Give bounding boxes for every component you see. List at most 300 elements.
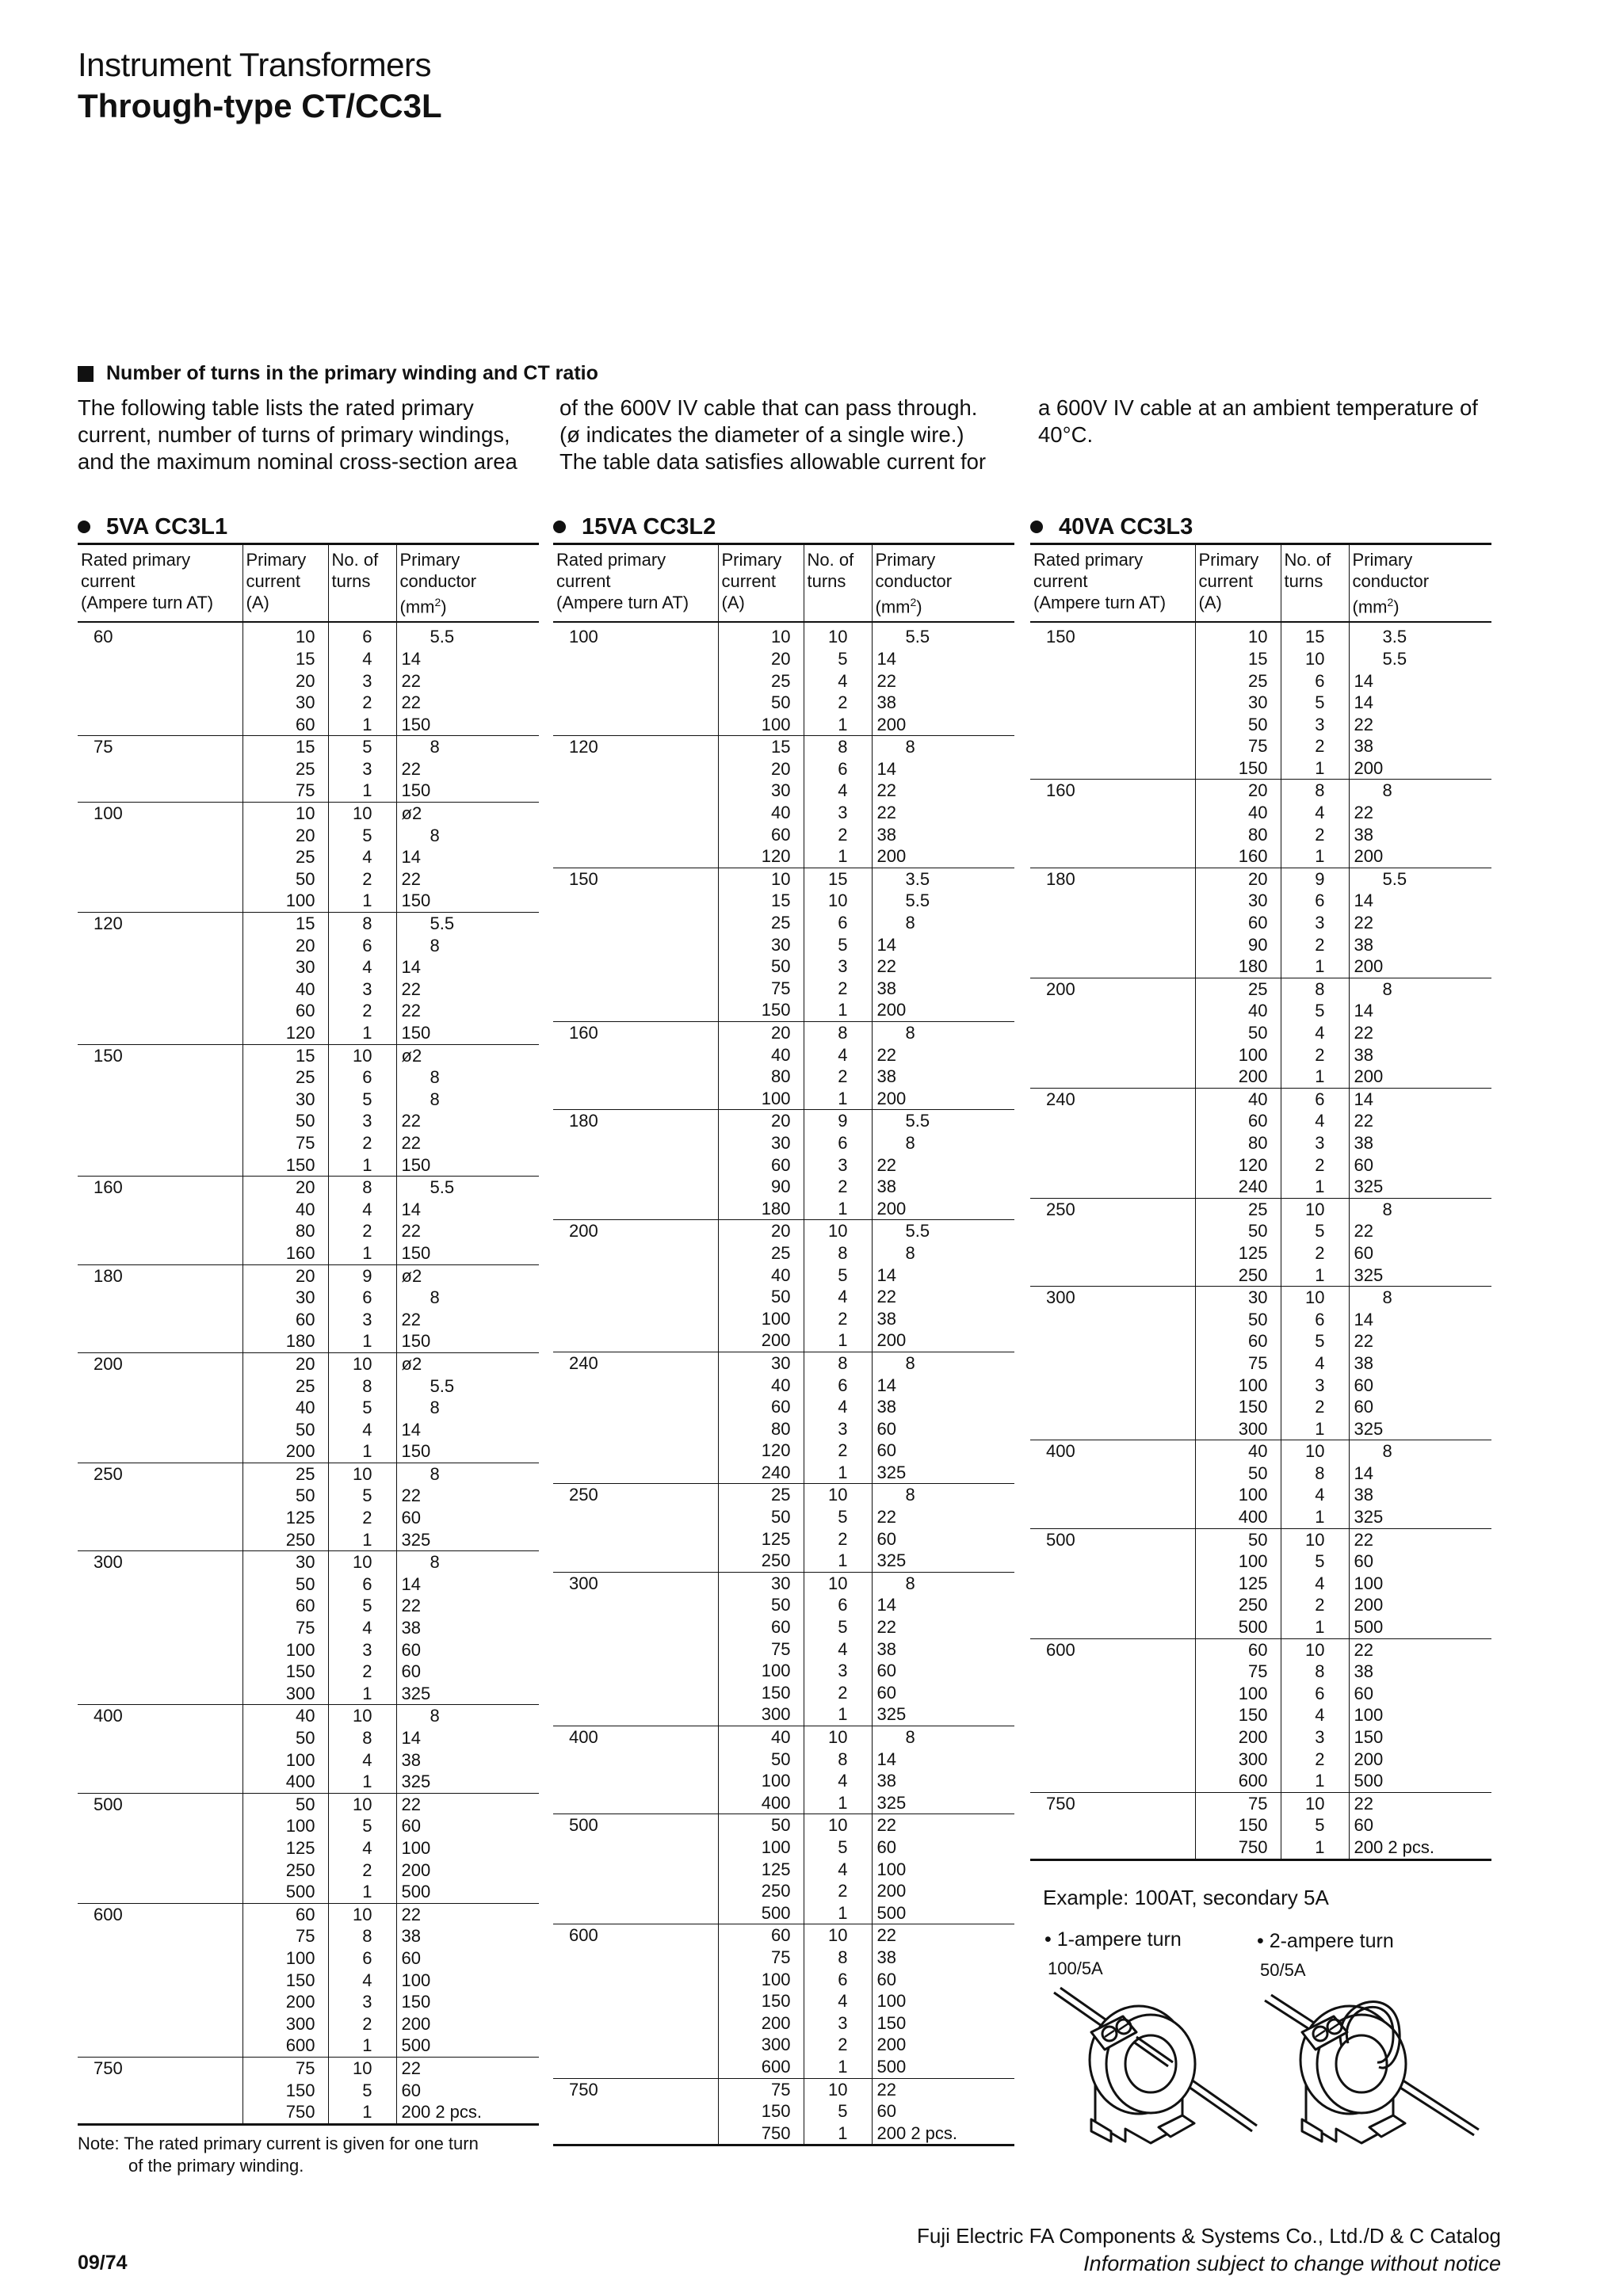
table-row: [553, 1792, 1014, 1814]
rated-current-cell: 600: [1030, 1638, 1195, 1661]
conductor-cell: 500: [1349, 1616, 1491, 1638]
turns-cell: 1: [328, 1242, 396, 1264]
table-row: [553, 2034, 1014, 2056]
table-row: [553, 1440, 1014, 1462]
turns-cell: 6: [804, 1375, 872, 1397]
turns-cell: 1: [804, 1329, 872, 1352]
primary-current-cell: 60: [718, 824, 804, 846]
turns-cell: 2: [1281, 1044, 1349, 1066]
conductor-cell: 14: [396, 1727, 539, 1749]
primary-current-cell: 150: [242, 1154, 328, 1177]
intro-col-2: [559, 395, 986, 475]
rated-current-cell: 160: [553, 1022, 718, 1044]
table-row: [553, 955, 1014, 978]
column-header-line: Rated primary: [1033, 550, 1144, 570]
rated-current-cell: [78, 2080, 242, 2102]
table-row: [1030, 1154, 1491, 1177]
primary-current-cell: 30: [242, 956, 328, 978]
table-row: [78, 1639, 539, 1661]
rated-current-cell: 200: [1030, 978, 1195, 1000]
conductor-cell: 325: [1349, 1176, 1491, 1198]
column-header-line: $(mm^2)$: [1352, 596, 1400, 617]
rated-current-cell: [78, 670, 242, 692]
table-row: [78, 1903, 539, 1925]
conductor-cell: 22: [396, 692, 539, 714]
conductor-cell: 14: [872, 1264, 1014, 1287]
turns-cell: 15: [1281, 622, 1349, 648]
primary-current-cell: 150: [718, 2100, 804, 2122]
turns-cell: 5: [1281, 1330, 1349, 1352]
primary-current-cell: 100: [718, 714, 804, 736]
table-row: [1030, 1638, 1491, 1661]
table-row: [78, 2057, 539, 2079]
conductor-cell: 60: [1349, 1814, 1491, 1836]
rated-current-cell: [78, 1837, 242, 1859]
table-row: [1030, 1110, 1491, 1132]
turns-cell: 1: [328, 1154, 396, 1177]
conductor-cell: 8: [872, 912, 1014, 934]
primary-current-cell: 30: [1195, 692, 1281, 714]
primary-current-cell: 15: [718, 736, 804, 758]
table-row: [78, 1044, 539, 1066]
table-row: [78, 1529, 539, 1551]
table-row: [1030, 912, 1491, 934]
rated-current-cell: [553, 955, 718, 978]
conductor-cell: 8: [1349, 1198, 1491, 1220]
conductor-cell: 5.5: [396, 622, 539, 648]
turns-cell: 10: [1281, 1792, 1349, 1814]
conductor-cell: 22: [872, 1616, 1014, 1638]
turns-cell: 1: [804, 845, 872, 868]
rated-current-cell: [553, 2100, 718, 2122]
conductor-cell: 38: [872, 1308, 1014, 1330]
conductor-cell: 22: [1349, 1528, 1491, 1550]
turns-cell: 9: [1281, 868, 1349, 890]
turns-cell: 10: [328, 2057, 396, 2079]
rated-current-cell: [1030, 1375, 1195, 1397]
primary-current-cell: 240: [718, 1462, 804, 1484]
rated-current-cell: [1030, 1110, 1195, 1132]
rated-current-cell: [78, 2013, 242, 2035]
turns-table: [78, 543, 539, 2126]
rated-current-cell: [78, 1154, 242, 1177]
rated-current-cell: [553, 1594, 718, 1616]
rated-current-cell: [1030, 648, 1195, 670]
conductor-cell: 3.5: [1349, 622, 1491, 648]
rated-current-cell: 160: [78, 1177, 242, 1199]
turns-cell: 3: [804, 802, 872, 824]
turns-cell: 3: [328, 1110, 396, 1132]
primary-current-cell: 100: [718, 1088, 804, 1110]
conductor-cell: 22: [1349, 1110, 1491, 1132]
table-row: [78, 1177, 539, 1199]
turns-cell: 6: [804, 1594, 872, 1616]
primary-current-cell: 250: [718, 1550, 804, 1572]
primary-current-cell: 30: [1195, 1287, 1281, 1309]
turns-cell: 1: [804, 1462, 872, 1484]
turns-cell: 1: [1281, 1616, 1349, 1638]
primary-current-cell: 250: [1195, 1264, 1281, 1287]
table-row: [78, 1485, 539, 1507]
turns-cell: 5: [804, 1616, 872, 1638]
table-row: [553, 978, 1014, 1000]
turns-cell: 4: [328, 846, 396, 868]
primary-current-cell: 125: [242, 1507, 328, 1529]
table-row: [553, 1044, 1014, 1066]
turns-cell: 1: [328, 780, 396, 802]
rated-current-cell: [78, 648, 242, 670]
conductor-cell: 14: [872, 1594, 1014, 1616]
rated-current-cell: [553, 2122, 718, 2145]
table-row: [553, 1375, 1014, 1397]
conductor-cell: 150: [396, 1154, 539, 1177]
turns-cell: 4: [1281, 1484, 1349, 1506]
rated-current-cell: [553, 1550, 718, 1572]
table-row: [553, 2012, 1014, 2035]
column-header-turns: [328, 544, 396, 623]
turns-cell: 2: [1281, 1396, 1349, 1418]
column-header-line: turns: [1284, 571, 1323, 591]
turns-cell: 10: [804, 1220, 872, 1242]
primary-current-cell: 25: [242, 758, 328, 780]
table-row: [553, 648, 1014, 670]
table-row: [78, 1595, 539, 1617]
primary-current-cell: 300: [718, 1703, 804, 1726]
conductor-cell: 500: [1349, 1770, 1491, 1792]
rated-current-cell: [78, 1947, 242, 1970]
conductor-cell: 60: [1349, 1683, 1491, 1705]
primary-current-cell: 10: [242, 803, 328, 825]
turns-cell: 4: [804, 1770, 872, 1792]
turns-cell: 10: [804, 2078, 872, 2100]
conductor-cell: 22: [872, 955, 1014, 978]
conductor-cell: 14: [396, 1419, 539, 1441]
conductor-cell: 325: [872, 1462, 1014, 1484]
rated-current-cell: [553, 1198, 718, 1220]
conductor-cell: 5.5: [872, 1220, 1014, 1242]
column-header-line: (A): [246, 593, 269, 612]
rated-current-cell: [78, 1970, 242, 1992]
table-row: [1030, 714, 1491, 736]
primary-current-cell: 150: [1195, 1396, 1281, 1418]
rated-current-cell: 250: [1030, 1198, 1195, 1220]
example-one-turn-label: • 1-ampere turn: [1044, 1928, 1182, 1951]
table-row: [78, 913, 539, 935]
rated-current-cell: 300: [553, 1572, 718, 1594]
table-row: [553, 736, 1014, 758]
turns-cell: 10: [804, 622, 872, 648]
conductor-cell: 5.5: [1349, 648, 1491, 670]
table-row: [553, 1462, 1014, 1484]
turns-cell: 2: [328, 1859, 396, 1882]
table-row: [553, 2078, 1014, 2100]
primary-current-cell: 20: [242, 935, 328, 957]
column-header-line: No. of: [807, 550, 854, 570]
turns-cell: 4: [328, 648, 396, 670]
table-row: [553, 2056, 1014, 2078]
rated-current-cell: [78, 1440, 242, 1463]
primary-current-cell: 150: [718, 999, 804, 1021]
conductor-cell: 8: [396, 825, 539, 847]
conductor-cell: 100: [872, 1859, 1014, 1881]
turns-cell: 1: [1281, 1770, 1349, 1792]
table-row: [78, 1727, 539, 1749]
primary-current-cell: 50: [242, 868, 328, 891]
table-row: [78, 1066, 539, 1089]
table-row: [78, 2013, 539, 2035]
conductor-cell: 22: [872, 670, 1014, 692]
conductor-cell: 100: [1349, 1573, 1491, 1595]
intro-col-3: [1038, 395, 1478, 448]
conductor-cell: 8: [872, 1022, 1014, 1044]
table-row: [78, 1507, 539, 1529]
column-header-line: turns: [807, 571, 846, 591]
primary-current-cell: 100: [242, 1947, 328, 1970]
table-row: [78, 758, 539, 780]
turns-cell: 2: [804, 978, 872, 1000]
conductor-cell: 200: [872, 1198, 1014, 1220]
column-header-line: current: [556, 571, 611, 591]
conductor-cell: 22: [1349, 1022, 1491, 1044]
table-row: [78, 1154, 539, 1177]
primary-current-cell: 400: [1195, 1506, 1281, 1528]
primary-current-cell: 300: [242, 2013, 328, 2035]
conductor-cell: 8: [872, 1484, 1014, 1506]
conductor-cell: 200 2 pcs.: [396, 2101, 539, 2124]
table-row: [78, 1440, 539, 1463]
primary-current-cell: 30: [718, 1352, 804, 1374]
table-row: [78, 2035, 539, 2057]
primary-current-cell: 250: [718, 1880, 804, 1902]
conductor-cell: 22: [396, 758, 539, 780]
conductor-cell: 60: [872, 1682, 1014, 1704]
turns-cell: 9: [804, 1110, 872, 1132]
primary-current-cell: 80: [1195, 1132, 1281, 1154]
table-row: [553, 1924, 1014, 1947]
rated-current-cell: [553, 648, 718, 670]
table-row: [78, 956, 539, 978]
primary-current-cell: 75: [1195, 1661, 1281, 1683]
rated-current-cell: 750: [1030, 1792, 1195, 1814]
primary-current-cell: 50: [1195, 1022, 1281, 1044]
conductor-cell: 14: [1349, 1463, 1491, 1485]
turns-cell: 10: [804, 1814, 872, 1836]
table-row: [553, 1198, 1014, 1220]
primary-current-cell: 40: [718, 1264, 804, 1287]
table-row: [1030, 1726, 1491, 1749]
primary-current-cell: 125: [718, 1528, 804, 1550]
conductor-cell: 14: [872, 1749, 1014, 1771]
turns-cell: 1: [1281, 1506, 1349, 1528]
table-row: [78, 1089, 539, 1111]
turns-cell: 10: [1281, 1638, 1349, 1661]
primary-current-cell: 50: [1195, 1220, 1281, 1242]
primary-current-cell: 40: [1195, 802, 1281, 824]
turns-cell: 8: [1281, 1661, 1349, 1683]
primary-current-cell: 300: [1195, 1749, 1281, 1771]
conductor-cell: 200: [1349, 955, 1491, 978]
rated-current-cell: [553, 1176, 718, 1198]
primary-current-cell: 300: [1195, 1418, 1281, 1440]
rated-current-cell: [78, 868, 242, 891]
conductor-cell: 200: [1349, 757, 1491, 780]
conductor-cell: 38: [1349, 1132, 1491, 1154]
rated-current-cell: [78, 1419, 242, 1441]
table-row: [1030, 1396, 1491, 1418]
primary-current-cell: 150: [1195, 1704, 1281, 1726]
turns-cell: 1: [1281, 845, 1349, 868]
rated-current-cell: [78, 714, 242, 736]
table-row: [1030, 1550, 1491, 1573]
primary-current-cell: 20: [1195, 868, 1281, 890]
conductor-cell: 325: [872, 1703, 1014, 1726]
conductor-cell: 14: [872, 758, 1014, 780]
turns-cell: 2: [804, 824, 872, 846]
intro-line: and the maximum nominal cross-section area: [78, 449, 517, 474]
turns-cell: 4: [328, 1617, 396, 1639]
turns-cell: 2: [1281, 1749, 1349, 1771]
table-row: [553, 1264, 1014, 1287]
turns-cell: 8: [804, 1352, 872, 1374]
bullet-icon: [78, 521, 90, 533]
rated-current-cell: 300: [1030, 1287, 1195, 1309]
conductor-cell: 22: [1349, 1792, 1491, 1814]
rated-current-cell: [553, 1462, 718, 1484]
table-row: [553, 2122, 1014, 2145]
conductor-cell: 22: [1349, 714, 1491, 736]
conductor-cell: 150: [396, 1440, 539, 1463]
table-row: [78, 1000, 539, 1022]
primary-current-cell: 60: [242, 1309, 328, 1331]
rated-current-cell: [78, 1727, 242, 1749]
conductor-cell: 100: [1349, 1704, 1491, 1726]
primary-current-cell: 125: [1195, 1573, 1281, 1595]
rated-current-cell: [78, 1089, 242, 1111]
table-row: [78, 935, 539, 957]
rated-current-cell: [1030, 1418, 1195, 1440]
table-row: [78, 890, 539, 912]
primary-current-cell: 50: [718, 1749, 804, 1771]
primary-current-cell: 100: [242, 1815, 328, 1837]
primary-current-cell: 60: [242, 1595, 328, 1617]
rated-current-cell: [553, 2056, 718, 2078]
conductor-cell: 14: [1349, 890, 1491, 912]
table-row: [553, 1902, 1014, 1924]
turns-cell: 1: [1281, 1836, 1349, 1859]
column-header-line: current: [1033, 571, 1088, 591]
primary-current-cell: 120: [242, 1022, 328, 1044]
conductor-cell: 150: [396, 1991, 539, 2013]
rated-current-cell: 60: [94, 627, 113, 647]
rated-current-cell: [78, 1529, 242, 1551]
primary-current-cell: 30: [242, 1089, 328, 1111]
table-row: [1030, 802, 1491, 824]
rated-current-cell: [1030, 1814, 1195, 1836]
rated-current-cell: [1030, 735, 1195, 757]
table-row: [78, 622, 539, 648]
turns-cell: 4: [1281, 1573, 1349, 1595]
rated-current-cell: 120: [78, 913, 242, 935]
primary-current-cell: 60: [242, 714, 328, 736]
conductor-cell: 22: [872, 1814, 1014, 1836]
conductor-cell: 14: [396, 648, 539, 670]
conductor-cell: 150: [872, 2012, 1014, 2035]
turns-cell: 3: [328, 758, 396, 780]
conductor-cell: 5.5: [872, 1110, 1014, 1132]
turns-cell: 2: [804, 1176, 872, 1198]
rated-current-cell: [553, 1375, 718, 1397]
conductor-cell: 8: [1349, 780, 1491, 802]
turns-cell: 6: [804, 912, 872, 934]
intro-col-1: [78, 395, 517, 475]
conductor-cell: 200: [1349, 1594, 1491, 1616]
turns-cell: 1: [1281, 1176, 1349, 1198]
turns-cell: 8: [328, 1727, 396, 1749]
rated-current-cell: [553, 1638, 718, 1661]
primary-current-cell: 75: [718, 1638, 804, 1661]
conductor-cell: 38: [396, 1749, 539, 1772]
turns-cell: 4: [804, 1859, 872, 1881]
conductor-cell: 60: [872, 1836, 1014, 1859]
primary-current-cell: 75: [242, 1132, 328, 1154]
table-row: [1030, 622, 1491, 648]
turns-table: [1030, 543, 1491, 1861]
table-row: [553, 1859, 1014, 1881]
table-row: [78, 868, 539, 891]
rated-current-cell: [1030, 1242, 1195, 1264]
conductor-cell: 22: [1349, 1638, 1491, 1661]
rated-current-cell: 200: [78, 1352, 242, 1375]
conductor-cell: 22: [396, 1110, 539, 1132]
rated-current-cell: [1030, 934, 1195, 956]
primary-current-cell: 750: [1195, 1836, 1281, 1859]
turns-cell: 10: [328, 1044, 396, 1066]
primary-current-cell: 75: [242, 2057, 328, 2079]
conductor-cell: 14: [872, 934, 1014, 956]
table-row: [1030, 780, 1491, 802]
column-header-line: (Ampere turn AT): [1033, 593, 1167, 612]
table-row: [78, 846, 539, 868]
turns-cell: 5: [328, 825, 396, 847]
rated-current-cell: [78, 1287, 242, 1309]
intro-line: current, number of turns of primary windings,: [78, 422, 510, 447]
primary-current-cell: 100: [718, 1308, 804, 1330]
turns-cell: 8: [1281, 1463, 1349, 1485]
conductor-cell: 38: [1349, 1661, 1491, 1683]
table-row: [78, 825, 539, 847]
column-header-line: Primary: [1352, 550, 1413, 570]
primary-current-cell: 120: [718, 1440, 804, 1462]
rated-current-cell: [1030, 1616, 1195, 1638]
rated-current-cell: [1030, 890, 1195, 912]
table-row: [1030, 1770, 1491, 1792]
turns-cell: 2: [804, 1440, 872, 1462]
primary-current-cell: 60: [242, 1903, 328, 1925]
conductor-cell: 38: [872, 1770, 1014, 1792]
intro-line: The table data satisfies allowable current for: [559, 449, 987, 474]
primary-current-cell: 40: [242, 1199, 328, 1221]
primary-current-cell: 20: [242, 670, 328, 692]
conductor-cell: 60: [396, 1815, 539, 1837]
table-title-text: 5VA CC3L1: [106, 513, 228, 540]
rated-current-cell: [553, 670, 718, 692]
table-row: [1030, 648, 1491, 670]
table-row: [78, 1352, 539, 1375]
primary-current-cell: 80: [718, 1066, 804, 1088]
table-row: [1030, 735, 1491, 757]
turns-cell: 10: [804, 1484, 872, 1506]
rated-current-cell: [1030, 1770, 1195, 1792]
